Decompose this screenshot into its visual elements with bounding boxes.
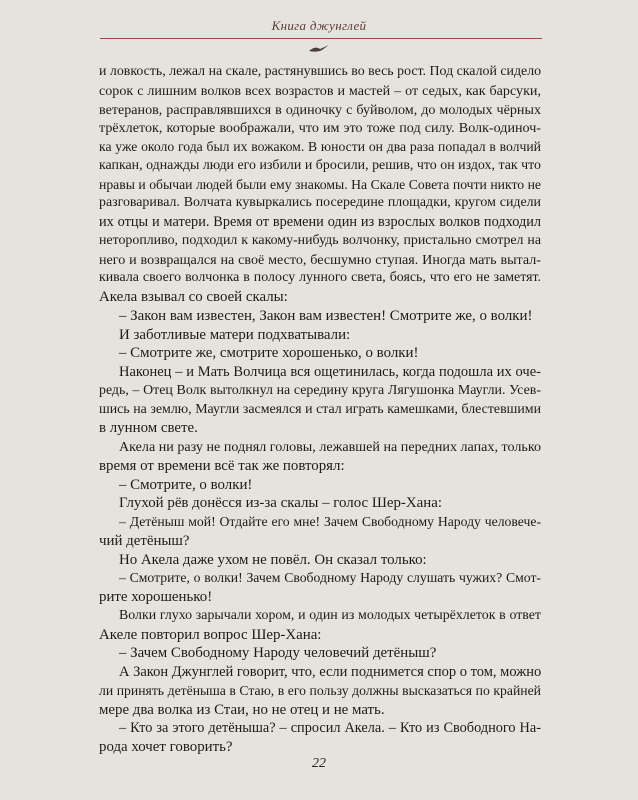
text-line: неторопливо, подходил к какому-нибудь волчонку, пристально смотрел на [99,232,541,248]
text-line: кивала своего волчонка в полосу лунного света, боясь, что его не заметят. [99,270,541,286]
text-line: – Закон вам известен, Закон вам известен! Смотрите же, о волки! [119,307,533,324]
text-line: редь, – Отец Волк вытолкнул на середину круга Лягушонка Маугли. Усев- [99,382,541,398]
text-line: сорок с лишним волков всех возрастов и мастей – от седых, как барсуки, [99,82,541,99]
text-line: время от времени всё так же повторял: [99,457,345,474]
text-line: – Детёныш мой! Отдайте его мне! Зачем Свободному Народу человече- [119,514,541,529]
text-line: нравы и обычаи людей были ему знакомы. На Скале Совета почти никто не [99,176,541,192]
text-line: ка уже около года был их вожаком. В юности он два раза попадал в волчий [99,139,541,154]
text-line: Волки глухо зарычали хором, и один из молодых четырёхлеток в ответ [119,607,541,623]
text-line: в лунном свете. [99,420,198,437]
text-line: – Кто за этого детёныша? – спросил Акела. – Кто из Свободного На- [119,720,541,737]
text-line: – Зачем Свободному Народу человечий детёныш? [119,645,437,662]
text-line: ли принять детёныша в Стаю, в его пользу должны высказаться по крайней [99,682,541,698]
text-line: рода хочет говорить? [99,739,233,755]
text-line: А Закон Джунглей говорит, что, если поднимется спор о том, можно [119,664,542,680]
text-line: – Смотрите же, смотрите хорошенько, о волки! [119,345,419,362]
main-text [99,63,541,757]
text-line: ветеранов, расправлявшихся в одиночку с буйволом, до молодых чёрных [99,101,541,118]
text-line: их отцы и матери. Время от времени один из взрослых волков подходил [99,214,541,230]
page-number: 22 [312,756,326,771]
text-line: капкан, однажды люди его избили и бросили, решив, что он издох, так что [99,157,541,173]
text-line: чий детёныш? [99,532,190,549]
text-line: Наконец – и Мать Волчица вся ощетинилась, когда подошла их оче- [119,364,541,380]
text-line: него и возвращался на своё место, бесшумно ступая. Иногда мать вытал- [99,251,541,268]
text-line: – Смотрите, о волки! Зачем Свободному Народу слушать чужих? Смот- [119,570,541,586]
text-line: Акела взывал со своей скалы: [99,289,288,305]
text-line: Но Акела даже ухом не повёл. Он сказал только: [119,551,427,568]
text-line: трёхлеток, которые воображали, что им это тоже под силу. Волк-одиноч- [99,120,541,137]
text-line: И заботливые матери подхватывали: [119,326,351,343]
text-line: шись на землю, Маугли засмеялся и стал играть камешками, блестевшими [99,401,541,417]
text-line: разговаривал. Волчата кувыркались посередине площадки, кругом сидели [99,195,541,211]
text-line: мере два волка из Стаи, но не отец и не мать. [99,701,385,718]
text-line: Глухой рёв донёсся из-за скалы – голос Шер-Хана: [119,495,442,512]
text-line: и ловкость, лежал на скале, растянувшись во весь рост. Под скалой сидело [99,64,542,79]
text-line: рите хорошенько! [99,589,213,605]
bird-ornament-icon [308,44,330,54]
running-head-title: Книга джунглей [271,18,367,33]
header-rule [100,38,542,39]
text-line: Акела ни разу не поднял головы, лежавшей на передних лапах, только [119,439,541,455]
text-line: Акеле повторил вопрос Шер-Хана: [99,626,322,643]
text-line: – Смотрите, о волки! [119,476,253,493]
